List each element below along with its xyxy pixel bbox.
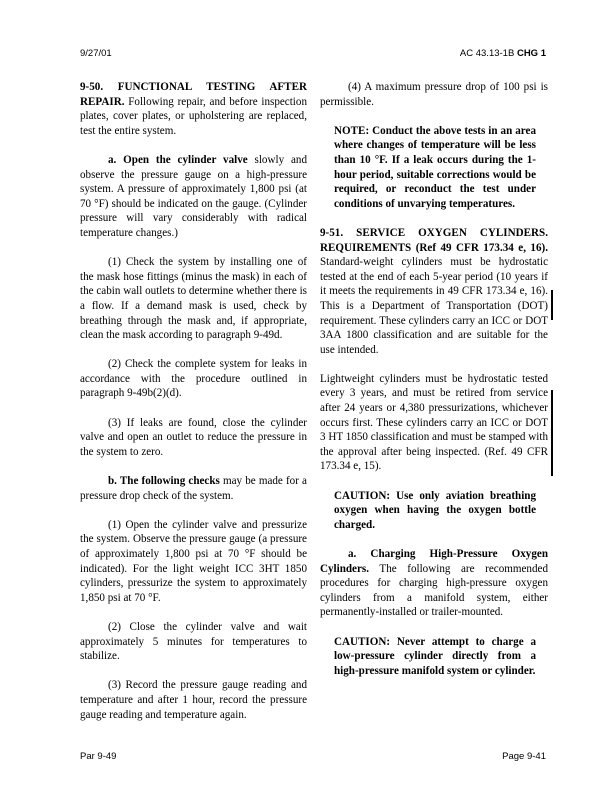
lightweight-cylinders-para: Lightweight cylinders must be hydrostatic tested every 3 years, and must be retired from service after 24 years or 4,380 pressurizations, whichever occurs first. These cylinders carry an ICC or DOT 3 HT 1850 classification and must be stamped with the approval after being inspected. (Ref. 49 CFR 173.34 e, 15). — [320, 372, 548, 473]
para-b — [80, 474, 307, 503]
section-9-50-text: Following repair, and before inspection plates, cover plates, or upholstering are replaced, test the entire system. — [80, 95, 307, 137]
para-charging — [320, 547, 548, 620]
para-a — [80, 153, 307, 241]
footer-page-number: Page 9-41 — [502, 751, 546, 762]
footer-paragraph-ref: Par 9-49 — [80, 751, 117, 762]
section-9-50-heading: 9-50. FUNCTIONAL TESTING AFTER REPAIR. — [80, 81, 307, 108]
change-number: CHG 1 — [516, 48, 546, 59]
section-9-51-text: Standard-weight cylinders must be hydrostatic tested at the end of each 5-year period (10 years if it meets the requirements in 49 CFR 173.34 e, 16). This is a Department of Transportation (DOT) requirement. These cylinders carry an ICC or DOT 3AA 1800 classification and are suitable for the use intended. — [320, 256, 548, 356]
para-charging-text: The following are recommended procedures for charging high-pressure oxygen cylinders from a manifold system, either permanently-installed or trailer-mounted. — [320, 562, 548, 619]
header-ac-number — [460, 48, 546, 59]
right-column — [320, 80, 548, 693]
caution-block-1: CAUTION: Use only aviation breathing oxygen when having the oxygen bottle charged. — [334, 489, 536, 531]
para-a2: (2) Check the complete system for leaks in accordance with the procedure outlined in paragraph 9-49b(2)(d). — [80, 358, 307, 400]
para-b3: (3) Record the pressure gauge reading and temperature and after 1 hour, record the pressure gauge reading and temperature again. — [80, 679, 307, 721]
para-b1: (1) Open the cylinder valve and pressurize the system. Observe the pressure gauge (a pressure of approximately 1,800 psi at 70 °F should be indicated). For the light weight ICC 3HT 1850 cylinders, pressurize the system to approximately 1,850 psi at 70 °F. — [80, 518, 307, 604]
para-a1: (1) Check the system by installing one of the mask hose fittings (minus the mask) in each of the cabin wall outlets to determine whether there is a flow. If a demand mask is used, check by breathing through the mask and, if appropriate, clean the mask according to paragraph 9-49d. — [80, 256, 307, 342]
change-bar-1 — [551, 290, 553, 320]
para-b2: (2) Close the cylinder valve and wait approximately 5 minutes for temperatures to stabilize. — [80, 620, 307, 663]
para-b-label: b. The following checks — [108, 475, 220, 488]
para-b4: (4) A maximum pressure drop of 100 psi is permissible. — [320, 81, 548, 108]
para-a-text: slowly and observe the pressure gauge on a high-pressure system. A pressure of approximately 1,800 psi (at 70 °F) should be indicated on the gauge. (Cylinder pressure will vary considerably with radical temperature changes.) — [80, 153, 307, 239]
para-a-label: a. Open the cylinder valve — [108, 153, 248, 166]
left-column — [80, 80, 307, 737]
para-charging-label: a. Charging High-Pressure Oxygen Cylinders. — [320, 548, 548, 575]
section-9-51 — [320, 226, 548, 357]
note-block: NOTE: Conduct the above tests in an area where changes of temperature will be less than 10 °F. If a leak occurs during the 1-hour period, suitable corrections would be required, or reconduct the test under conditions of unvarying temperatures. — [334, 124, 536, 210]
para-a3: (3) If leaks are found, close the cylinder valve and open an outlet to reduce the pressure in the system to zero. — [80, 416, 307, 458]
header-date: 9/27/01 — [80, 48, 112, 59]
caution-block-2: CAUTION: Never attempt to charge a low-pressure cylinder directly from a high-pressure manifold system or cylinder. — [334, 635, 536, 677]
section-9-51-heading: 9-51. SERVICE OXYGEN CYLINDERS. REQUIREMENTS (Ref 49 CFR 173.34 e, 16). — [320, 226, 548, 254]
para-b-text: may be made for a pressure drop check of the system. — [80, 475, 307, 502]
section-9-50 — [80, 80, 307, 138]
change-bar-2 — [551, 390, 553, 476]
ac-number: AC 43.13-1B — [459, 48, 515, 59]
